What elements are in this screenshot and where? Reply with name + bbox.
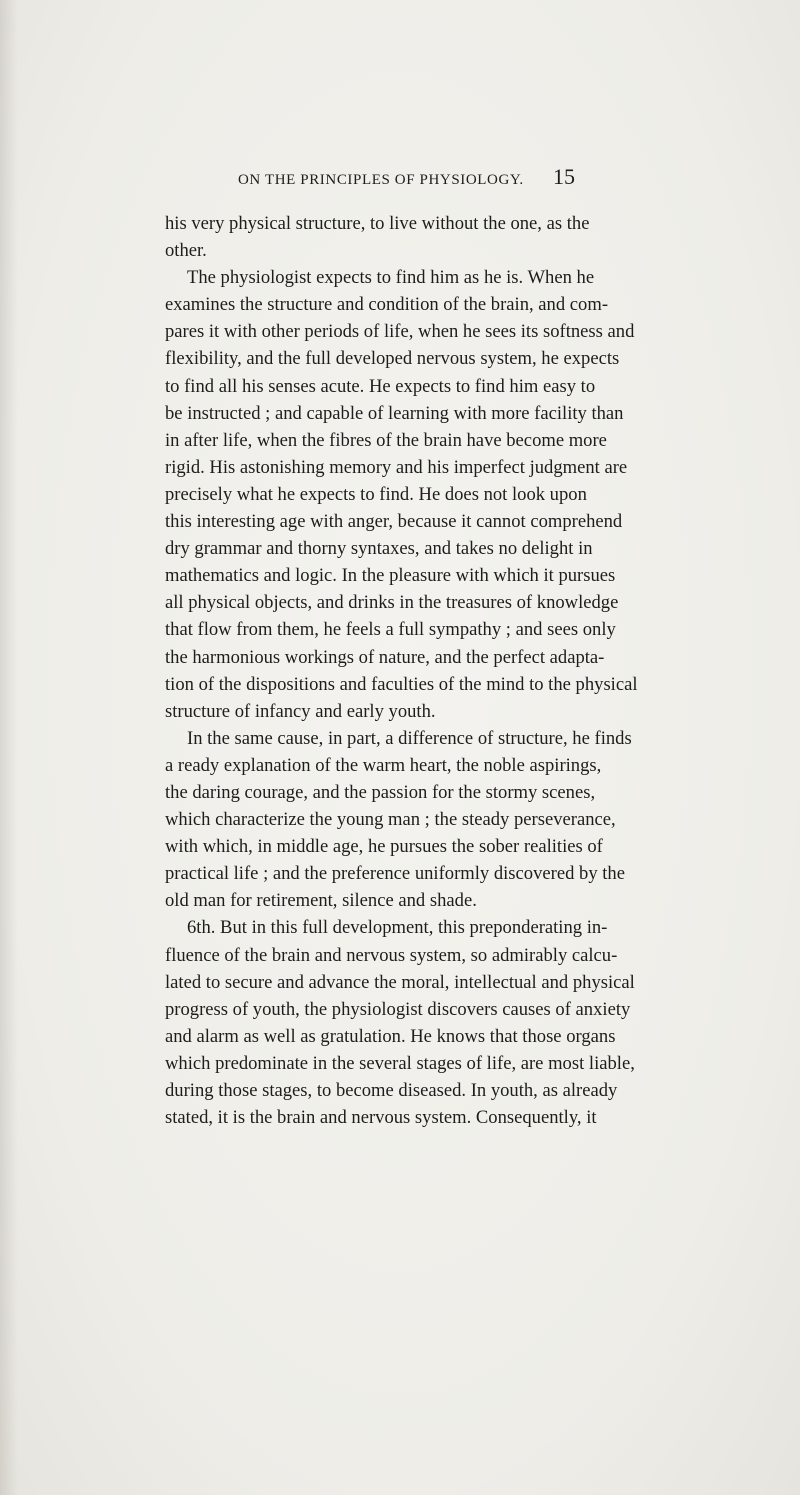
text-line: his very physical structure, to live without the one, as the — [165, 213, 590, 234]
text-line: fluence of the brain and nervous system, so admirably calcu- — [165, 944, 618, 966]
text-line: to find all his senses acute. He expects to find him easy to — [165, 375, 596, 397]
text-line: progress of youth, the physiologist discovers causes of anxiety — [165, 998, 631, 1020]
text-line: rigid. His astonishing memory and his imperfect judgment are — [165, 456, 628, 478]
text-line: flexibility, and the full developed nervous system, he expects — [165, 348, 620, 370]
running-head: ON THE PRINCIPLES OF PHYSIOLOGY. — [238, 172, 524, 188]
text-line: in after life, when the fibres of the brain have become more — [165, 429, 607, 451]
text-line: stated, it is the brain and nervous system. Consequently, it — [165, 1107, 597, 1129]
text-line: a ready explanation of the warm heart, the noble aspirings, — [165, 754, 602, 776]
text-line: other. — [165, 240, 207, 262]
body-text — [165, 210, 638, 1131]
text-line: the harmonious workings of nature, and the perfect adapta- — [165, 646, 605, 668]
text-line: pares it with other periods of life, when he sees its softness and — [165, 321, 635, 343]
page-number: 15 — [553, 164, 575, 189]
page-edge-shadow — [0, 0, 18, 1495]
text-line: this interesting age with anger, because it cannot comprehend — [165, 511, 623, 533]
text-line: mathematics and logic. In the pleasure with which it pursues — [165, 565, 616, 587]
text-line: examines the structure and condition of the brain, and com- — [165, 294, 609, 316]
text-line: be instructed ; and capable of learning with more facility than — [165, 402, 624, 424]
text-line: which characterize the young man ; the steady perseverance, — [165, 809, 616, 831]
text-line: old man for retirement, silence and shade. — [165, 890, 477, 912]
text-line: In the same cause, in part, a difference of structure, he finds — [187, 727, 632, 749]
text-line: lated to secure and advance the moral, intellectual and physical — [165, 971, 635, 993]
text-line: 6th. But in this full development, this preponderating in- — [187, 917, 608, 939]
text-line: precisely what he expects to find. He does not look upon — [165, 483, 587, 505]
text-line: practical life ; and the preference uniformly discovered by the — [165, 863, 625, 885]
text-line: which predominate in the several stages of life, are most liable, — [165, 1052, 635, 1074]
text-line: that flow from them, he feels a full sympathy ; and sees only — [165, 619, 616, 641]
text-line: tion of the dispositions and faculties of the mind to the physical — [165, 673, 638, 695]
text-line: The physiologist expects to find him as he is. When he — [187, 267, 595, 289]
text-line: all physical objects, and drinks in the treasures of knowledge — [165, 592, 619, 614]
text-line: and alarm as well as gratulation. He knows that those organs — [165, 1025, 616, 1047]
text-line: dry grammar and thorny syntaxes, and takes no delight in — [165, 538, 593, 560]
text-line: the daring courage, and the passion for the stormy scenes, — [165, 781, 596, 803]
text-line: structure of infancy and early youth. — [165, 700, 436, 722]
text-line: during those stages, to become diseased. In youth, as already — [165, 1080, 618, 1101]
text-line: with which, in middle age, he pursues the sober realities of — [165, 836, 603, 858]
